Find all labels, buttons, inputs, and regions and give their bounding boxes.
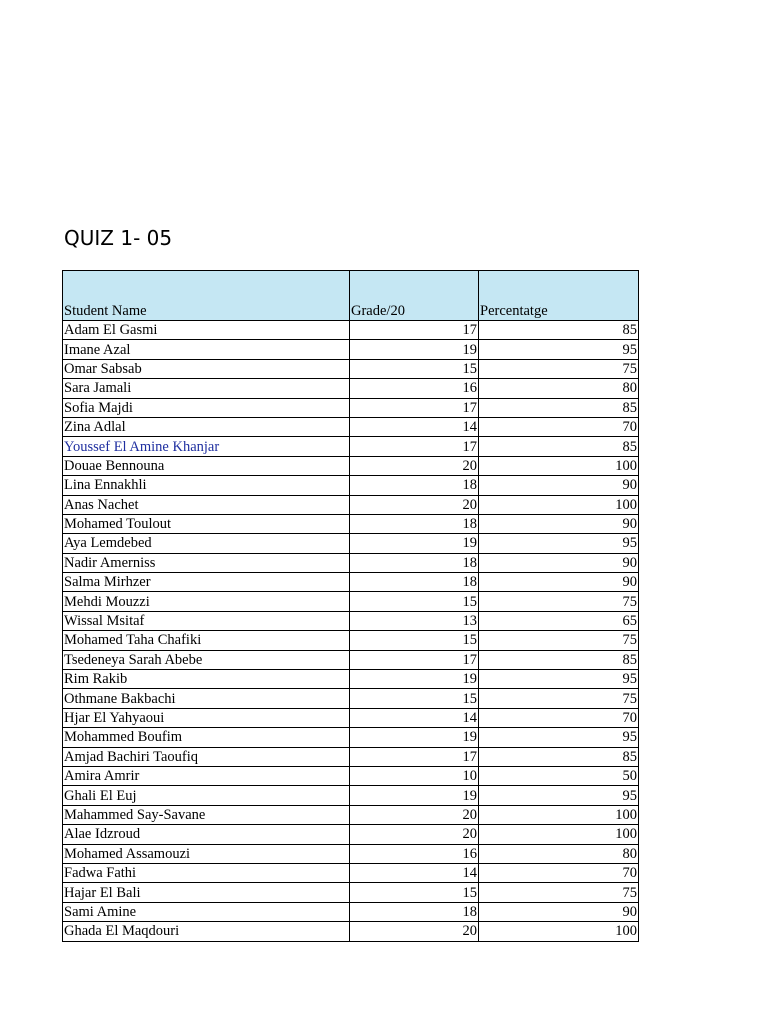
grade-cell[interactable]: 15 bbox=[350, 689, 479, 708]
grade-cell[interactable]: 17 bbox=[350, 747, 479, 766]
grades-table bbox=[62, 270, 639, 942]
grade-cell[interactable]: 20 bbox=[350, 495, 479, 514]
grade-cell[interactable]: 20 bbox=[350, 922, 479, 941]
grade-cell[interactable]: 19 bbox=[350, 340, 479, 359]
student-name-cell[interactable]: Youssef El Amine Khanjar bbox=[63, 437, 350, 456]
percentage-cell[interactable]: 90 bbox=[479, 476, 639, 495]
percentage-cell[interactable]: 85 bbox=[479, 398, 639, 417]
header-percentage[interactable]: Percentatge bbox=[479, 271, 639, 321]
student-name-cell[interactable]: Imane Azal bbox=[63, 340, 350, 359]
header-row bbox=[63, 271, 639, 321]
student-name-cell[interactable]: Sami Amine bbox=[63, 902, 350, 921]
percentage-cell[interactable]: 70 bbox=[479, 417, 639, 436]
grade-cell[interactable]: 14 bbox=[350, 863, 479, 882]
student-name-cell[interactable]: Adam El Gasmi bbox=[63, 321, 350, 340]
table-row bbox=[63, 398, 639, 417]
grade-cell[interactable]: 17 bbox=[350, 321, 479, 340]
student-name-cell[interactable]: Fadwa Fathi bbox=[63, 863, 350, 882]
student-name-cell[interactable]: Mohamed Toulout bbox=[63, 514, 350, 533]
grade-cell[interactable]: 17 bbox=[350, 437, 479, 456]
table-row bbox=[63, 340, 639, 359]
percentage-cell[interactable]: 95 bbox=[479, 340, 639, 359]
table-row bbox=[63, 805, 639, 824]
table-row bbox=[63, 825, 639, 844]
grade-cell[interactable]: 16 bbox=[350, 844, 479, 863]
grade-cell[interactable]: 20 bbox=[350, 805, 479, 824]
grade-cell[interactable]: 20 bbox=[350, 456, 479, 475]
grade-cell[interactable]: 10 bbox=[350, 766, 479, 785]
percentage-cell[interactable]: 75 bbox=[479, 883, 639, 902]
student-name-cell[interactable]: Mahammed Say-Savane bbox=[63, 805, 350, 824]
header-student-name[interactable]: Student Name bbox=[63, 271, 350, 321]
student-name-cell[interactable]: Aya Lemdebed bbox=[63, 534, 350, 553]
student-name-cell[interactable]: Mohamed Taha Chafiki bbox=[63, 631, 350, 650]
percentage-cell[interactable]: 85 bbox=[479, 650, 639, 669]
student-name-cell[interactable]: Mohamed Assamouzi bbox=[63, 844, 350, 863]
table-row bbox=[63, 456, 639, 475]
percentage-cell[interactable]: 85 bbox=[479, 321, 639, 340]
percentage-cell[interactable]: 75 bbox=[479, 689, 639, 708]
percentage-cell[interactable]: 65 bbox=[479, 611, 639, 630]
percentage-cell[interactable]: 95 bbox=[479, 728, 639, 747]
percentage-cell[interactable]: 100 bbox=[479, 495, 639, 514]
percentage-cell[interactable]: 75 bbox=[479, 631, 639, 650]
percentage-cell[interactable]: 70 bbox=[479, 863, 639, 882]
student-name-cell[interactable]: Wissal Msitaf bbox=[63, 611, 350, 630]
sheet-title: QUIZ 1- 05 bbox=[64, 226, 173, 250]
table-row bbox=[63, 514, 639, 533]
student-name-cell[interactable]: Tsedeneya Sarah Abebe bbox=[63, 650, 350, 669]
table-row bbox=[63, 747, 639, 766]
table-row bbox=[63, 883, 639, 902]
grade-cell[interactable]: 17 bbox=[350, 650, 479, 669]
student-name-cell[interactable]: Hajar El Bali bbox=[63, 883, 350, 902]
percentage-cell[interactable]: 85 bbox=[479, 747, 639, 766]
student-name-cell[interactable]: Amjad Bachiri Taoufiq bbox=[63, 747, 350, 766]
percentage-cell[interactable]: 100 bbox=[479, 922, 639, 941]
table-row bbox=[63, 476, 639, 495]
grade-cell[interactable]: 18 bbox=[350, 573, 479, 592]
header-grade[interactable]: Grade/20 bbox=[350, 271, 479, 321]
grade-cell[interactable]: 15 bbox=[350, 592, 479, 611]
grade-cell[interactable]: 18 bbox=[350, 514, 479, 533]
grade-cell[interactable]: 18 bbox=[350, 902, 479, 921]
grade-cell[interactable]: 19 bbox=[350, 786, 479, 805]
table-row bbox=[63, 689, 639, 708]
table-row bbox=[63, 495, 639, 514]
percentage-cell[interactable]: 90 bbox=[479, 573, 639, 592]
table-row bbox=[63, 650, 639, 669]
student-name-cell[interactable]: Salma Mirhzer bbox=[63, 573, 350, 592]
student-name-cell[interactable]: Mehdi Mouzzi bbox=[63, 592, 350, 611]
student-name-cell[interactable]: Mohammed Boufim bbox=[63, 728, 350, 747]
table-row bbox=[63, 708, 639, 727]
percentage-cell[interactable]: 80 bbox=[479, 379, 639, 398]
percentage-cell[interactable]: 95 bbox=[479, 534, 639, 553]
percentage-cell[interactable]: 75 bbox=[479, 592, 639, 611]
percentage-cell[interactable]: 50 bbox=[479, 766, 639, 785]
table-row bbox=[63, 534, 639, 553]
grade-cell[interactable]: 15 bbox=[350, 631, 479, 650]
student-name-cell[interactable]: Alae Idzroud bbox=[63, 825, 350, 844]
student-name-cell[interactable]: Othmane Bakbachi bbox=[63, 689, 350, 708]
table-row bbox=[63, 863, 639, 882]
student-name-cell[interactable]: Hjar El Yahyaoui bbox=[63, 708, 350, 727]
table-row bbox=[63, 902, 639, 921]
student-name-cell[interactable]: Sofia Majdi bbox=[63, 398, 350, 417]
table-row bbox=[63, 844, 639, 863]
grade-cell[interactable]: 17 bbox=[350, 398, 479, 417]
percentage-cell[interactable]: 100 bbox=[479, 825, 639, 844]
grade-cell[interactable]: 18 bbox=[350, 476, 479, 495]
table-row bbox=[63, 592, 639, 611]
student-name-cell[interactable]: Anas Nachet bbox=[63, 495, 350, 514]
grade-cell[interactable]: 13 bbox=[350, 611, 479, 630]
table-row bbox=[63, 379, 639, 398]
grade-cell[interactable]: 20 bbox=[350, 825, 479, 844]
table-row bbox=[63, 786, 639, 805]
percentage-cell[interactable]: 75 bbox=[479, 359, 639, 378]
percentage-cell[interactable]: 90 bbox=[479, 553, 639, 572]
table-row bbox=[63, 922, 639, 941]
grade-cell[interactable]: 19 bbox=[350, 534, 479, 553]
percentage-cell[interactable]: 90 bbox=[479, 902, 639, 921]
grades-body bbox=[63, 321, 639, 942]
percentage-cell[interactable]: 95 bbox=[479, 670, 639, 689]
percentage-cell[interactable]: 100 bbox=[479, 805, 639, 824]
table-row bbox=[63, 359, 639, 378]
grade-cell[interactable]: 19 bbox=[350, 670, 479, 689]
table-row bbox=[63, 766, 639, 785]
student-name-cell[interactable]: Ghali El Euj bbox=[63, 786, 350, 805]
table-row bbox=[63, 417, 639, 436]
grade-cell[interactable]: 16 bbox=[350, 379, 479, 398]
student-name-cell[interactable]: Zina Adlal bbox=[63, 417, 350, 436]
table-row bbox=[63, 631, 639, 650]
grade-cell[interactable]: 14 bbox=[350, 708, 479, 727]
grade-cell[interactable]: 18 bbox=[350, 553, 479, 572]
table-row bbox=[63, 573, 639, 592]
student-name-cell[interactable]: Rim Rakib bbox=[63, 670, 350, 689]
percentage-cell[interactable]: 95 bbox=[479, 786, 639, 805]
table-row bbox=[63, 728, 639, 747]
percentage-cell[interactable]: 90 bbox=[479, 514, 639, 533]
percentage-cell[interactable]: 70 bbox=[479, 708, 639, 727]
grade-cell[interactable]: 14 bbox=[350, 417, 479, 436]
student-name-cell[interactable]: Nadir Amerniss bbox=[63, 553, 350, 572]
grade-cell[interactable]: 15 bbox=[350, 359, 479, 378]
table-row bbox=[63, 553, 639, 572]
student-name-cell[interactable]: Sara Jamali bbox=[63, 379, 350, 398]
grade-cell[interactable]: 15 bbox=[350, 883, 479, 902]
percentage-cell[interactable]: 85 bbox=[479, 437, 639, 456]
percentage-cell[interactable]: 100 bbox=[479, 456, 639, 475]
table-row bbox=[63, 321, 639, 340]
student-name-cell[interactable]: Omar Sabsab bbox=[63, 359, 350, 378]
table-row bbox=[63, 437, 639, 456]
percentage-cell[interactable]: 80 bbox=[479, 844, 639, 863]
student-name-cell[interactable]: Amira Amrir bbox=[63, 766, 350, 785]
student-name-cell[interactable]: Ghada El Maqdouri bbox=[63, 922, 350, 941]
table-row bbox=[63, 611, 639, 630]
student-name-cell[interactable]: Lina Ennakhli bbox=[63, 476, 350, 495]
student-name-cell[interactable]: Douae Bennouna bbox=[63, 456, 350, 475]
grade-cell[interactable]: 19 bbox=[350, 728, 479, 747]
table-row bbox=[63, 670, 639, 689]
